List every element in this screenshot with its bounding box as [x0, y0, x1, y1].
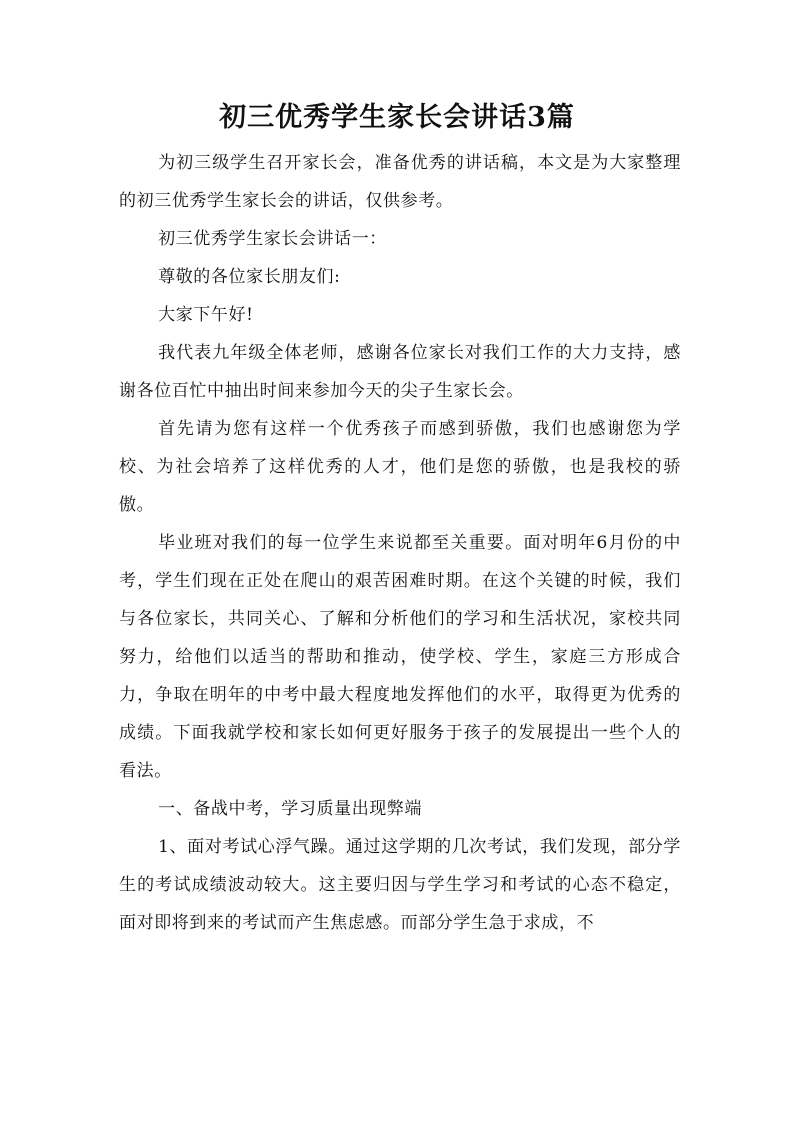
- paragraph-pride: 首先请为您有这样一个优秀孩子而感到骄傲，我们也感谢您为学校、为社会培养了这样优秀的人才，他们是您的骄傲，也是我校的骄傲。: [119, 419, 681, 515]
- paragraph-intro: 为初三级学生召开家长会，准备优秀的讲话稿，本文是为大家整理的初三优秀学生家长会的讲话，仅供参考。: [119, 153, 681, 211]
- paragraph-speech-heading: 初三优秀学生家长会讲话一：: [158, 229, 387, 249]
- document-body: [119, 144, 681, 942]
- paragraph-graduating-class: 毕业班对我们的每一位学生来说都至关重要。面对明年6月份的中考，学生们现在正处在爬山的艰苦困难时期。在这个关键的时候，我们与各位家长，共同关心、了解和分析他们的学习和生活状况，家校共同努力，给他们以适当的帮助和推动，使学校、学生，家庭三方形成合力，争取在明年的中考中最大程度地发挥他们的水平，取得更为优秀的成绩。下面我就学校和家长如何更好服务于孩子的发展提出一些个人的看法。: [119, 533, 681, 781]
- document-title: 初三优秀学生家长会讲话3篇: [219, 102, 575, 133]
- paragraph-thanks: 我代表九年级全体老师，感谢各位家长对我们工作的大力支持，感谢各位百忙中抽出时间来参加今天的尖子生家长会。: [119, 343, 681, 401]
- paragraph-point-one: 1、面对考试心浮气躁。通过这学期的几次考试，我们发现，部分学生的考试成绩波动较大。这主要归因与学生学习和考试的心态不稳定，面对即将到来的考试而产生焦虑感。而部分学生急于求成，不: [119, 837, 681, 933]
- paragraph-section-heading: 一、备战中考，学习质量出现弊端: [158, 799, 423, 819]
- paragraph-salutation: 尊敬的各位家长朋友们:: [158, 267, 341, 287]
- paragraph-greeting: 大家下午好!: [158, 305, 254, 325]
